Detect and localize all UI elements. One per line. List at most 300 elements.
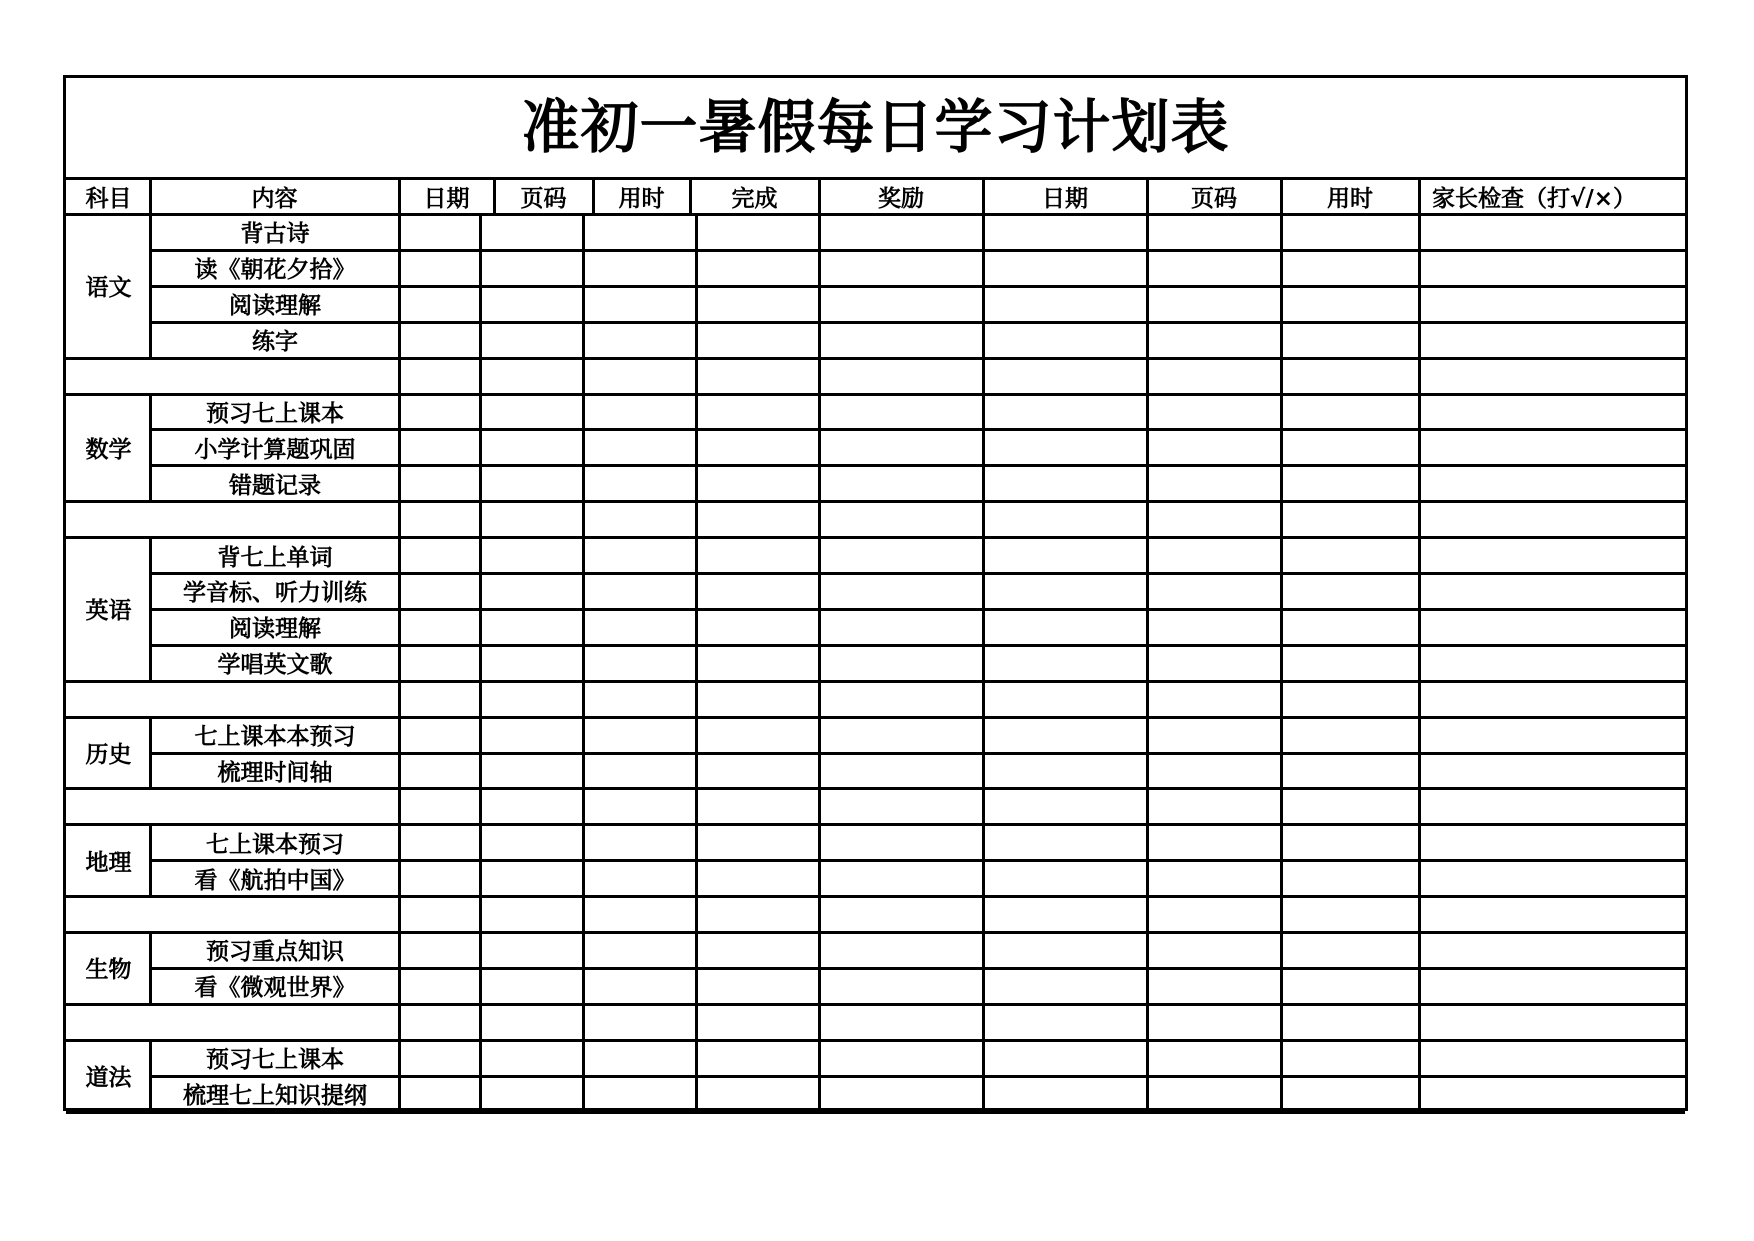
- grid-line: [149, 644, 152, 683]
- grid-line: [695, 321, 698, 360]
- grid-line: [149, 967, 152, 1006]
- grid-line: [1280, 680, 1283, 719]
- grid-line: [398, 967, 401, 1006]
- grid-line: [149, 393, 152, 432]
- grid-line: [982, 967, 985, 1006]
- content-cell: 阅读理解: [229, 616, 321, 643]
- content-cell: 七上课本预习: [206, 831, 344, 858]
- grid-line: [582, 859, 585, 898]
- grid-line: [1146, 177, 1149, 216]
- grid-line: [695, 895, 698, 934]
- grid-line: [695, 285, 698, 324]
- grid-line: [695, 464, 698, 503]
- grid-line: [982, 536, 985, 575]
- grid-line: [818, 1075, 821, 1114]
- sheet-title: 准初一暑假每日学习计划表: [521, 93, 1230, 161]
- grid-line: [1280, 500, 1283, 539]
- grid-line: [582, 608, 585, 647]
- grid-line: [582, 213, 585, 252]
- grid-line: [398, 285, 401, 324]
- grid-line: [582, 787, 585, 826]
- grid-line: [398, 680, 401, 719]
- grid-line: [695, 823, 698, 862]
- grid-line: [695, 572, 698, 611]
- grid-line: [582, 536, 585, 575]
- grid-line: [818, 213, 821, 252]
- grid-line: [1280, 823, 1283, 862]
- grid-line: [479, 393, 482, 432]
- grid-line: [1146, 500, 1149, 539]
- grid-line: [695, 967, 698, 1006]
- grid-line: [398, 752, 401, 791]
- grid-line: [982, 895, 985, 934]
- content-cell: 背古诗: [240, 221, 310, 248]
- content-cell: 学音标、听力训练: [183, 580, 367, 607]
- grid-line: [1418, 644, 1421, 683]
- grid-line: [479, 931, 482, 970]
- grid-line: [1146, 464, 1149, 503]
- grid-line: [1146, 644, 1149, 683]
- grid-line: [982, 572, 985, 611]
- grid-line: [982, 321, 985, 360]
- grid-line: [1280, 285, 1283, 324]
- grid-line: [818, 393, 821, 432]
- grid-line: [818, 967, 821, 1006]
- grid-line: [695, 213, 698, 252]
- grid-line: [1418, 321, 1421, 360]
- subject-cell: 生物: [85, 957, 132, 984]
- grid-line: [1418, 393, 1421, 432]
- content-cell: 错题记录: [229, 472, 321, 499]
- subject-cell: 道法: [85, 1065, 132, 1092]
- grid-line: [479, 357, 482, 396]
- content-cell: 读《朝花夕拾》: [194, 257, 356, 284]
- grid-line: [818, 1003, 821, 1042]
- content-cell: 学唱英文歌: [217, 652, 333, 679]
- grid-line: [149, 823, 152, 862]
- grid-line: [1280, 213, 1283, 252]
- content-cell: 阅读理解: [229, 293, 321, 320]
- grid-line: [582, 428, 585, 467]
- grid-line: [1418, 464, 1421, 503]
- grid-line: [479, 285, 482, 324]
- grid-line: [66, 1111, 1685, 1114]
- grid-line: [695, 249, 698, 288]
- grid-line: [1418, 500, 1421, 539]
- grid-line: [479, 321, 482, 360]
- grid-line: [582, 931, 585, 970]
- content-cell: 看《航拍中国》: [194, 867, 356, 894]
- column-header: 用时: [618, 185, 665, 212]
- grid-line: [479, 536, 482, 575]
- grid-line: [1418, 213, 1421, 252]
- content-cell: 梳理七上知识提纲: [183, 1083, 367, 1110]
- grid-line: [479, 1075, 482, 1114]
- grid-line: [479, 572, 482, 611]
- grid-line: [66, 680, 1685, 683]
- grid-line: [479, 428, 482, 467]
- grid-line: [479, 1003, 482, 1042]
- subject-cell: 语文: [85, 275, 132, 302]
- grid-line: [479, 967, 482, 1006]
- grid-line: [66, 787, 1685, 790]
- grid-line: [66, 895, 1685, 898]
- grid-line: [982, 285, 985, 324]
- grid-line: [582, 644, 585, 683]
- grid-line: [582, 357, 585, 396]
- column-header: 日期: [423, 185, 470, 212]
- grid-line: [695, 1039, 698, 1078]
- grid-line: [479, 752, 482, 791]
- grid-line: [592, 177, 595, 216]
- grid-line: [1418, 787, 1421, 826]
- grid-line: [398, 608, 401, 647]
- grid-line: [479, 823, 482, 862]
- grid-line: [1418, 859, 1421, 898]
- grid-line: [818, 285, 821, 324]
- grid-line: [1146, 608, 1149, 647]
- grid-line: [818, 895, 821, 934]
- grid-line: [398, 536, 401, 575]
- grid-line: [1280, 357, 1283, 396]
- grid-line: [66, 1003, 1685, 1006]
- grid-line: [479, 249, 482, 288]
- grid-line: [1146, 859, 1149, 898]
- grid-line: [1146, 1075, 1149, 1114]
- grid-line: [149, 608, 152, 647]
- grid-line: [398, 177, 401, 216]
- subject-cell: 地理: [85, 849, 132, 876]
- grid-line: [1418, 967, 1421, 1006]
- grid-line: [398, 249, 401, 288]
- grid-line: [1280, 464, 1283, 503]
- grid-line: [582, 1075, 585, 1114]
- grid-line: [398, 931, 401, 970]
- content-cell: 预习七上课本: [206, 1047, 344, 1074]
- grid-line: [818, 931, 821, 970]
- grid-line: [1418, 931, 1421, 970]
- grid-line: [1280, 249, 1283, 288]
- grid-line: [149, 536, 152, 575]
- grid-line: [818, 752, 821, 791]
- grid-line: [398, 464, 401, 503]
- grid-line: [479, 859, 482, 898]
- grid-line: [982, 1075, 985, 1114]
- grid-line: [1280, 859, 1283, 898]
- grid-line: [149, 428, 152, 467]
- grid-line: [695, 644, 698, 683]
- content-cell: 预习七上课本: [206, 400, 344, 427]
- grid-line: [1146, 967, 1149, 1006]
- grid-line: [982, 752, 985, 791]
- grid-line: [582, 1003, 585, 1042]
- grid-line: [1280, 321, 1283, 360]
- grid-line: [689, 177, 692, 216]
- grid-line: [982, 249, 985, 288]
- grid-line: [982, 357, 985, 396]
- grid-line: [695, 931, 698, 970]
- content-cell: 小学计算题巩固: [194, 436, 356, 463]
- grid-line: [1280, 644, 1283, 683]
- grid-line: [1418, 249, 1421, 288]
- grid-line: [479, 716, 482, 755]
- grid-line: [1418, 428, 1421, 467]
- grid-line: [582, 464, 585, 503]
- grid-line: [695, 500, 698, 539]
- grid-line: [818, 644, 821, 683]
- grid-line: [982, 1039, 985, 1078]
- grid-line: [818, 787, 821, 826]
- grid-line: [982, 608, 985, 647]
- grid-line: [398, 428, 401, 467]
- grid-line: [818, 249, 821, 288]
- grid-line: [818, 428, 821, 467]
- grid-line: [1146, 321, 1149, 360]
- subject-cell: 数学: [85, 436, 132, 463]
- content-cell: 看《微观世界》: [194, 975, 356, 1002]
- grid-line: [582, 752, 585, 791]
- grid-line: [398, 716, 401, 755]
- grid-line: [149, 464, 152, 503]
- content-cell: 练字: [252, 329, 298, 356]
- grid-line: [1280, 787, 1283, 826]
- grid-line: [479, 500, 482, 539]
- grid-line: [1418, 177, 1421, 216]
- grid-line: [149, 321, 152, 360]
- grid-line: [479, 787, 482, 826]
- grid-line: [1146, 536, 1149, 575]
- grid-line: [1418, 1075, 1421, 1114]
- grid-line: [582, 249, 585, 288]
- grid-line: [982, 823, 985, 862]
- grid-line: [1280, 931, 1283, 970]
- grid-line: [398, 357, 401, 396]
- grid-line: [582, 716, 585, 755]
- grid-line: [1146, 787, 1149, 826]
- grid-line: [982, 393, 985, 432]
- grid-line: [1146, 285, 1149, 324]
- grid-line: [982, 1003, 985, 1042]
- grid-line: [398, 895, 401, 934]
- grid-line: [818, 536, 821, 575]
- grid-line: [149, 931, 152, 970]
- grid-line: [1280, 895, 1283, 934]
- grid-line: [1418, 823, 1421, 862]
- grid-line: [695, 357, 698, 396]
- grid-line: [582, 680, 585, 719]
- grid-line: [982, 680, 985, 719]
- grid-line: [1146, 716, 1149, 755]
- subject-cell: 英语: [85, 598, 132, 625]
- grid-line: [149, 1039, 152, 1078]
- grid-line: [398, 213, 401, 252]
- grid-line: [818, 1039, 821, 1078]
- grid-line: [1418, 895, 1421, 934]
- grid-line: [149, 1075, 152, 1114]
- grid-line: [982, 177, 985, 216]
- grid-line: [982, 859, 985, 898]
- grid-line: [582, 1039, 585, 1078]
- grid-line: [982, 428, 985, 467]
- grid-line: [1418, 1003, 1421, 1042]
- column-header: 用时: [1327, 185, 1373, 212]
- grid-line: [1280, 1003, 1283, 1042]
- grid-line: [149, 249, 152, 288]
- grid-line: [695, 536, 698, 575]
- grid-line: [66, 500, 1685, 503]
- grid-line: [982, 464, 985, 503]
- column-header: 家长检查（打√/×）: [1432, 185, 1637, 212]
- grid-line: [398, 500, 401, 539]
- grid-line: [1146, 393, 1149, 432]
- grid-line: [398, 1075, 401, 1114]
- grid-line: [1280, 536, 1283, 575]
- grid-line: [479, 895, 482, 934]
- grid-line: [1418, 752, 1421, 791]
- grid-line: [582, 895, 585, 934]
- column-header: 页码: [520, 185, 567, 212]
- content-cell: 梳理时间轴: [217, 759, 333, 786]
- grid-line: [1146, 357, 1149, 396]
- grid-line: [582, 572, 585, 611]
- grid-line: [1280, 752, 1283, 791]
- column-header: 奖励: [878, 185, 924, 212]
- grid-line: [479, 464, 482, 503]
- grid-line: [695, 680, 698, 719]
- grid-line: [398, 823, 401, 862]
- grid-line: [982, 931, 985, 970]
- grid-line: [1418, 285, 1421, 324]
- grid-line: [398, 1039, 401, 1078]
- grid-line: [1280, 608, 1283, 647]
- grid-line: [1280, 428, 1283, 467]
- grid-line: [1146, 213, 1149, 252]
- column-header: 内容: [251, 185, 298, 212]
- content-cell: 预习重点知识: [206, 939, 344, 966]
- grid-line: [818, 572, 821, 611]
- grid-line: [818, 716, 821, 755]
- subject-cell: 历史: [85, 741, 132, 768]
- plan-table: [66, 78, 1685, 1108]
- grid-line: [149, 213, 152, 252]
- grid-line: [398, 393, 401, 432]
- column-header: 日期: [1042, 185, 1088, 212]
- grid-line: [695, 859, 698, 898]
- grid-line: [1418, 608, 1421, 647]
- grid-line: [982, 787, 985, 826]
- grid-line: [695, 752, 698, 791]
- grid-line: [695, 393, 698, 432]
- grid-line: [149, 177, 152, 216]
- content-cell: 七上课本本预习: [194, 724, 356, 751]
- grid-line: [695, 716, 698, 755]
- grid-line: [695, 1075, 698, 1114]
- column-header: 完成: [731, 185, 778, 212]
- content-cell: 背七上单词: [217, 544, 333, 571]
- column-header: 页码: [1191, 185, 1237, 212]
- grid-line: [479, 644, 482, 683]
- grid-line: [1146, 1039, 1149, 1078]
- grid-line: [1418, 680, 1421, 719]
- grid-line: [398, 644, 401, 683]
- grid-line: [66, 357, 1685, 360]
- grid-line: [493, 177, 496, 216]
- grid-line: [479, 608, 482, 647]
- grid-line: [695, 608, 698, 647]
- grid-line: [818, 464, 821, 503]
- grid-line: [695, 428, 698, 467]
- grid-line: [1146, 249, 1149, 288]
- grid-line: [1418, 357, 1421, 396]
- grid-line: [695, 1003, 698, 1042]
- grid-line: [1146, 931, 1149, 970]
- grid-line: [479, 213, 482, 252]
- grid-line: [1418, 572, 1421, 611]
- grid-line: [1146, 895, 1149, 934]
- grid-line: [1280, 393, 1283, 432]
- grid-line: [398, 787, 401, 826]
- grid-line: [818, 177, 821, 216]
- grid-line: [818, 859, 821, 898]
- grid-line: [149, 285, 152, 324]
- grid-line: [818, 500, 821, 539]
- grid-line: [1146, 680, 1149, 719]
- grid-line: [982, 500, 985, 539]
- grid-line: [582, 823, 585, 862]
- grid-line: [149, 859, 152, 898]
- grid-line: [582, 393, 585, 432]
- grid-line: [1146, 572, 1149, 611]
- grid-line: [398, 321, 401, 360]
- grid-line: [818, 680, 821, 719]
- grid-line: [1280, 967, 1283, 1006]
- grid-line: [479, 680, 482, 719]
- grid-line: [149, 716, 152, 755]
- grid-line: [398, 859, 401, 898]
- grid-line: [1418, 1039, 1421, 1078]
- grid-line: [982, 644, 985, 683]
- grid-line: [582, 500, 585, 539]
- grid-line: [1280, 572, 1283, 611]
- grid-line: [1280, 1075, 1283, 1114]
- grid-line: [818, 823, 821, 862]
- grid-line: [1146, 752, 1149, 791]
- grid-line: [695, 787, 698, 826]
- grid-line: [1146, 428, 1149, 467]
- grid-line: [582, 967, 585, 1006]
- grid-line: [398, 1003, 401, 1042]
- grid-line: [398, 572, 401, 611]
- grid-line: [1146, 1003, 1149, 1042]
- grid-line: [479, 1039, 482, 1078]
- grid-line: [982, 716, 985, 755]
- grid-line: [982, 213, 985, 252]
- grid-line: [1146, 823, 1149, 862]
- grid-line: [1418, 716, 1421, 755]
- grid-line: [149, 572, 152, 611]
- column-header: 科目: [85, 185, 132, 212]
- grid-line: [582, 285, 585, 324]
- grid-line: [1280, 1039, 1283, 1078]
- study-plan-sheet: [63, 75, 1688, 1111]
- grid-line: [149, 752, 152, 791]
- grid-line: [818, 608, 821, 647]
- grid-line: [818, 357, 821, 396]
- grid-line: [1280, 716, 1283, 755]
- grid-line: [1418, 536, 1421, 575]
- grid-line: [582, 321, 585, 360]
- grid-line: [818, 321, 821, 360]
